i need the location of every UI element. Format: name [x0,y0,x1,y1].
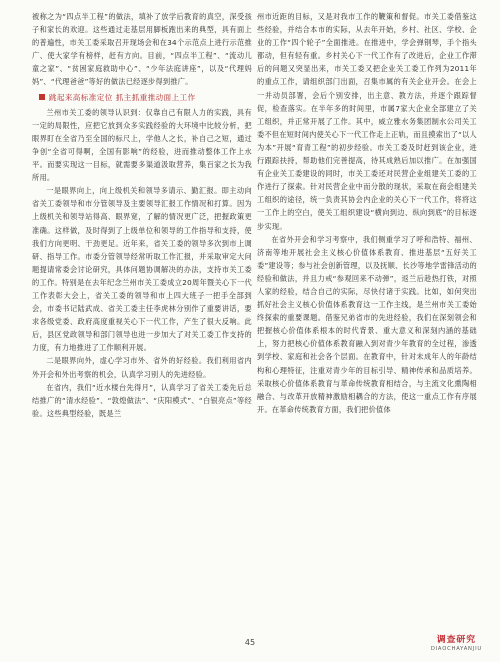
page-number: 45 [244,638,256,647]
section-heading [32,91,252,104]
left-paragraph-5: 在省内，我们“近水楼台先得月”，认真学习了省关工委先后总结推广的“清水经验”、“敦煌做法”、“庆阳模式”、“白银亮点”等经验。这些典型经验，既是兰 [32,382,252,418]
section-heading-text: 跳起来高标准定位 抓主抓重推动面上工作 [48,92,196,102]
right-column [257,10,477,416]
brand-title: 调查研究 [436,635,476,645]
brand-subtitle: DIAOCHAYANJIU [430,646,482,652]
left-paragraph-3: 一是眼界向上，向上级机关和领导多请示、勤汇报。即主动向省关工委领导和市分管领导及主要领导汇报工作情况和打算。因为上级机关和领导站得高、眼界宽，了解的情况更广泛，把握政策更准确。这样做，及时得到了上级单位和领导的工作指导和支持，使我们方向更明、干劲更足。近年来，省关工委的领导多次到市上调研、指导工作。市委分管领导经常听取工作汇报，并采取审定大问题提请常委会讨论研究，具体问题协调解决的办法，支持市关工委的工作。特别是在去年纪念兰州市关工委成立20周年暨关心下一代工作表彰大会上，省关工委的领导和市上四大班子一把手全部到会，市委书记陆武成、省关工委主任李虎林分别作了重要讲话，要求各级党委、政府高度重视关心下一代工作，产生了很大反响。此后，县区党政领导和部门领导也进一步加大了对关工委工作支持的力度，有力地推进了工作顺利开展。 [32,186,252,353]
left-column [32,10,252,420]
right-paragraph-1: 州市近距的目标，又是对我市工作的鞭策和督促。市关工委借鉴这些经验，并结合本市的实际，从去年开始，乡村、社区、学校、企业的工作“四个轮子”全面推进。在推进中，学会弹钢琴，手个指头都动，但有轻有重。乡村关心下一代工作有了改进后，企业工作滞后的问题又突显出来，市关工委又把企业关工委工作列为2011年的重点工作，请组织部门出面，召集市属的有关企业开会。在会上一并动员部署，会后个别安排，出主意、教方法，并逐个跟踪督促，检查落实。在半年多的时间里，市属7家大企业全部建立了关工组织，并正常开展了工作。其中，威立雅水务集团制水公司关工委不但在短时间内使关心下一代工作走上正轨，而且摸索出了“以人为本”开展“育青工程”的初步经验。市关工委及时赶到该企业，进行跟踪扶持，帮助他们完善提高，待其成熟后加以推广。在加强国有企业关工委建设的同时，市关工委还对民营企业组建关工委的工作进行了探索。针对民营企业中而分散的现状，采取在商会组建关工组织的途径，统一负责其协会内企业的关心下一代工作，将将这一工作上的空白，使关工组织建设“横向到边、纵向到底”的目标逐步实现。 [257,12,477,231]
left-paragraph-4: 二是眼界向外，虚心学习市外、省外的好经验。我们利用省内外开会和外出考察的机会，认真学习别人的先进经验。 [32,356,252,379]
magazine-brand [431,632,482,652]
left-paragraph-1: 被称之为“四点半工程”的做法，填补了放学后教育的真空，深受孩子和家长的欢迎。这些通过走基层用脚板跑出来的典型，具有面上的普遍性，市关工委采取召开现场会和在34个示范点上进行示范推广、使大家学有榜样，赶有方向。目前，“四点半工程”、“流动儿童之家”、“贫困家庭救助中心”、“少年法庭讲座”，以及“代理妈妈”、“代理爸爸”等好的做法已经逐步得到推广。 [32,12,252,87]
left-paragraph-2: 兰州市关工委的领导认识到：仅靠自己有限人力的实践，具有一定的局限性，应把它放到众多实践经验的大环境中比较分析，把眼界盯在全省乃至全国的标尺上，学他人之长，补自己之短，通过争创“全省可得啊，全国有影响”的经验，进而推动整体工作上水平。而要实现这一目标，就需要多渠道汲取营养，集百家之长为我所用。 [32,107,252,183]
heading-marker-icon [39,94,45,100]
right-paragraph-2: 在省外开会和学习考察中，我们侧重学习了呼和浩特、福州、济南等地开展社会主义核心价值体系教育、推进基层“五好关工委”建设等；参与社会创新管理，以及抚顺、长沙等地学雷锋活动的经验和做法，并且力戒“参观回来不动弹”，返兰后趁热打铁，对照人家的经验，结合自己的实际，尽快付诸于实践。比如，如何突出抓好社会主义核心价值体系教育这一工作主线，是兰州市关工委始终探索的重要课题。借鉴兄弟省市的先进经验，我们在深刻领会和把握核心价值体系根本的时代背景、重大意义和深刻内涵的基础上，努力把核心价值体系教育融入到对青少年教育的全过程，渗透到学校、家庭和社会各个层面。在教育中，针对未成年人的年龄结构和心理特征，注重对青少年的目标引导、精神传承和品质培养。采取核心价值体系教育与革命传统教育相结合，与主流文化熏陶相融合、与改革开放精神激励相耦合的方法，使这一重点工作有序展开。在革命传统教育方面，我们把价值体 [257,234,477,414]
